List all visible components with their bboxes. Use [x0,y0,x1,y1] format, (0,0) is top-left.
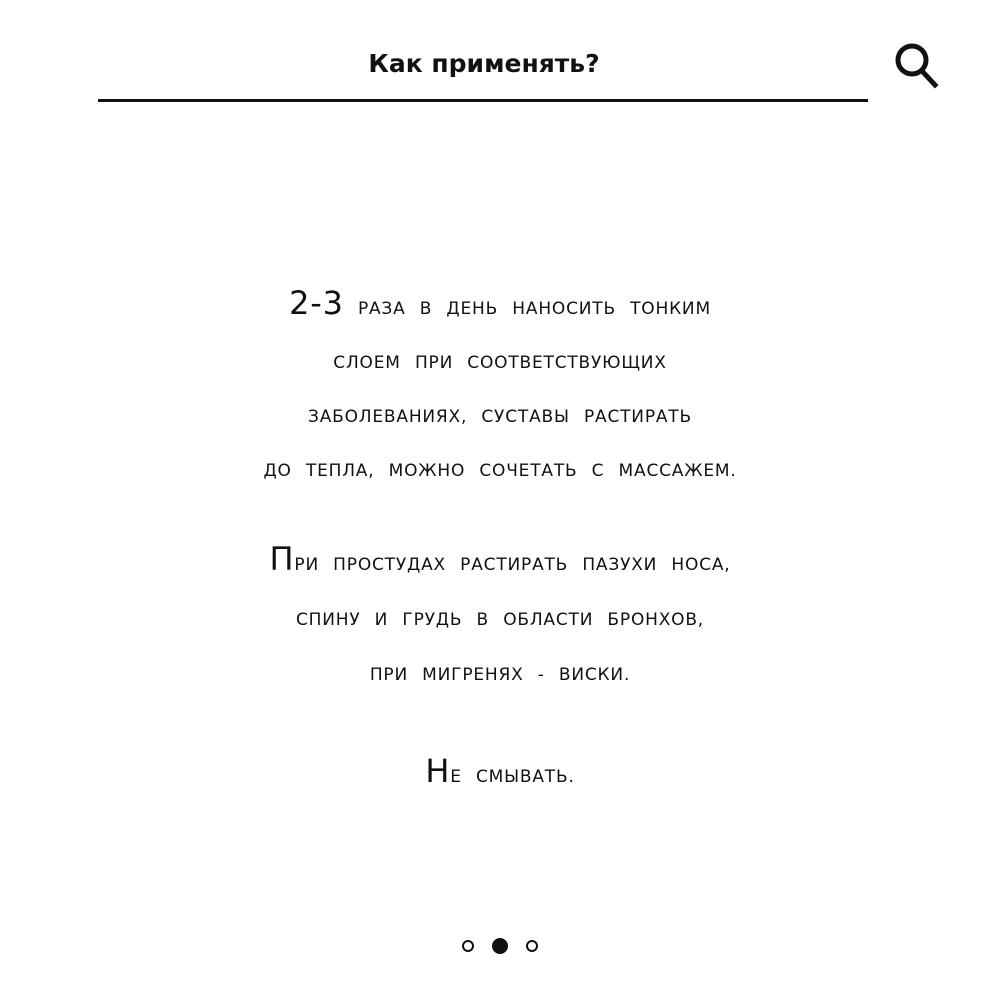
slide-pager [0,938,1000,954]
usage-paragraph-no-rinse [0,744,1000,802]
text-line: заболеваниях, суставы растирать [308,400,692,428]
lead-text: П [269,540,295,578]
line-text: раза в день наносить тонким [343,292,711,320]
usage-paragraph-colds [0,532,1000,700]
text-line [0,532,1000,590]
lead-text: 2-3 [289,284,344,322]
usage-paragraph-dosage [0,276,1000,495]
text-line: при мигренях - виски. [369,658,631,686]
search-button[interactable] [888,38,948,98]
text-line [0,744,1000,802]
text-line: до тепла, можно сочетать с массажем. [263,454,737,482]
line-text: ри простудах растирать пазухи носа, [294,548,731,576]
text-line [0,276,1000,333]
search-icon [888,38,948,98]
text-line: спину и грудь в области бронхов, [295,603,705,631]
page-title: Как применять? [368,49,600,78]
line-text: е смывать. [450,760,575,788]
pager-dot-3[interactable] [526,940,538,952]
lead-text: Н [425,752,451,790]
pager-dot-1[interactable] [462,940,474,952]
text-line: слоем при соответствующих [333,346,667,374]
pager-dot-2-active[interactable] [492,938,508,954]
header-divider [98,99,868,102]
